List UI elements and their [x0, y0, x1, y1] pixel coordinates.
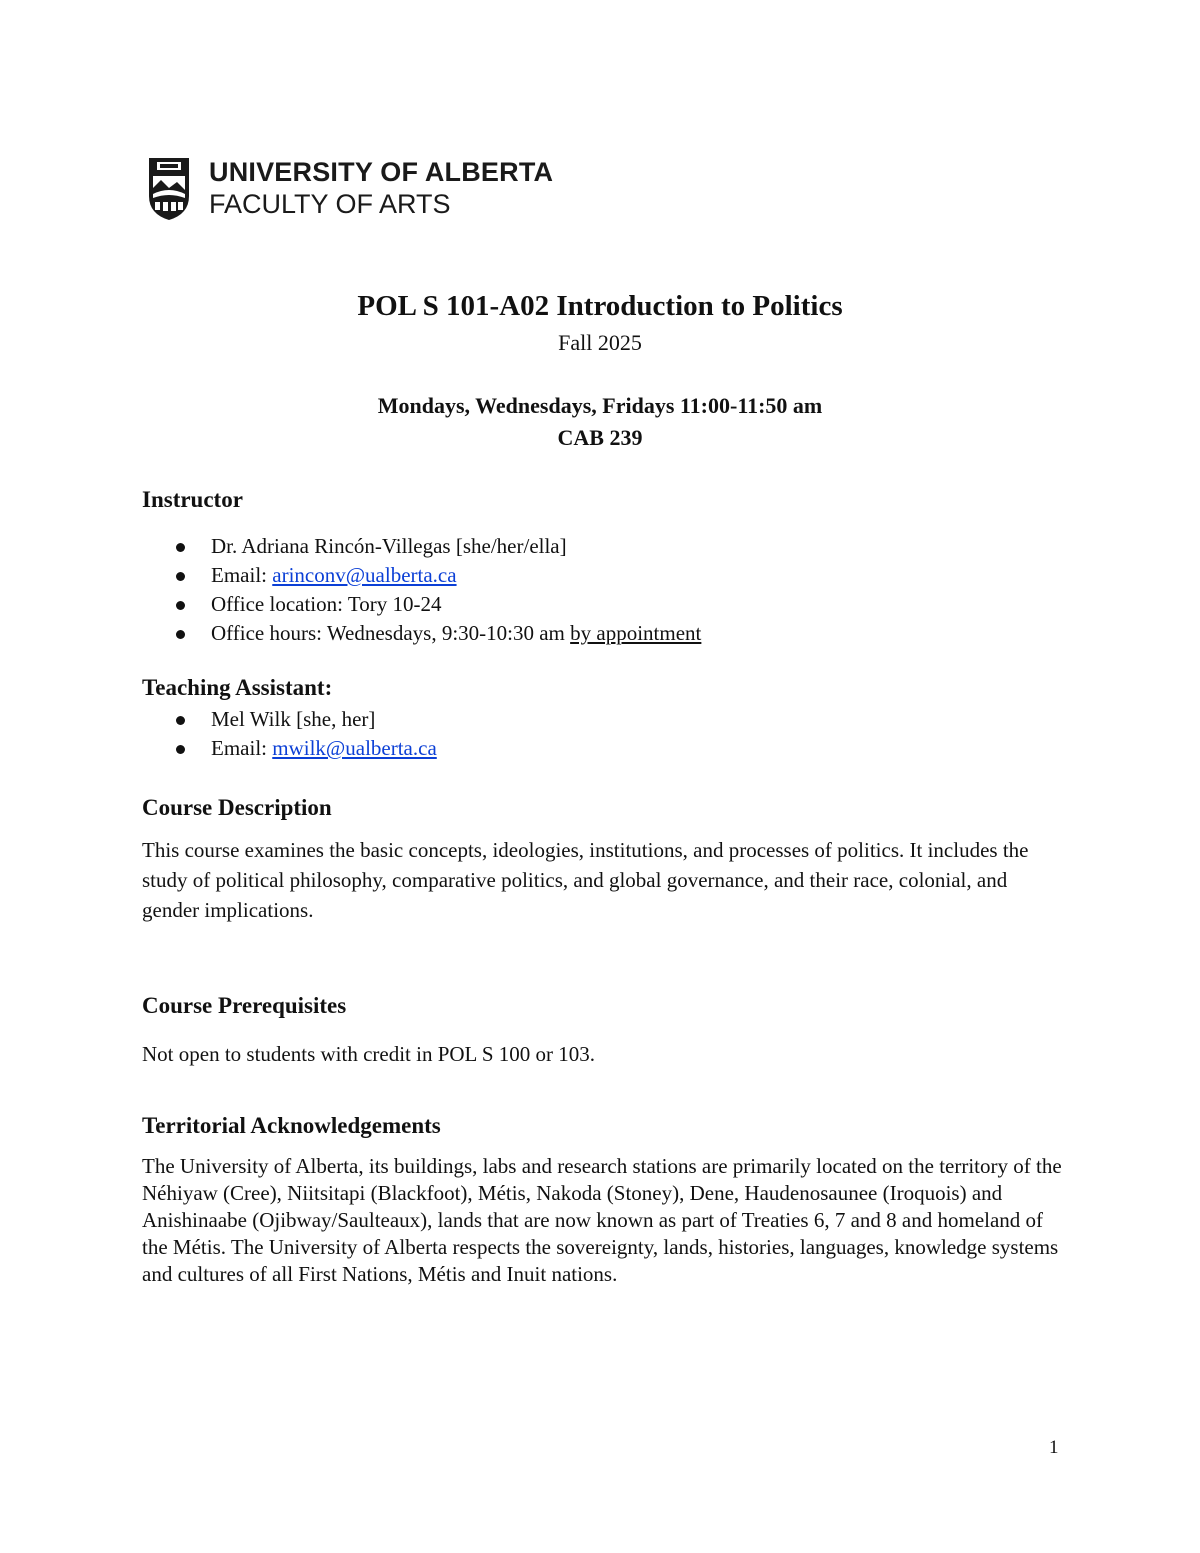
list-item [142, 619, 701, 648]
prerequisites-heading: Course Prerequisites [142, 993, 347, 1018]
prerequisites-text: Not open to students with credit in POL S 100 or 103. [142, 1042, 596, 1066]
bullet-icon [176, 745, 185, 754]
list-item [142, 734, 437, 763]
office-hours: Office hours: Wednesdays, 9:30-10:30 am [211, 621, 571, 645]
bullet-icon [176, 572, 185, 581]
description-heading: Course Description [142, 795, 332, 820]
instructor-heading: Instructor [142, 487, 243, 512]
course-schedule: Mondays, Wednesdays, Fridays 11:00-11:50 am [377, 393, 823, 418]
instructor-name: Dr. Adriana Rincón-Villegas [she/her/ella] [211, 534, 567, 558]
page-number: 1 [1049, 1437, 1059, 1458]
list-item [142, 561, 701, 590]
territorial-heading: Territorial Acknowledgements [142, 1113, 441, 1138]
logo-university-name: UNIVERSITY OF ALBERTA [209, 157, 554, 187]
instructor-email-link[interactable]: arinconv@ualberta.ca [272, 563, 457, 587]
ta-heading: Teaching Assistant: [142, 675, 333, 700]
appointment-link[interactable]: by appointment [570, 621, 702, 645]
bullet-icon [176, 543, 185, 552]
ta-email-link[interactable]: mwilk@ualberta.ca [272, 736, 437, 760]
crest-icon [147, 156, 191, 222]
course-term: Fall 2025 [558, 330, 642, 355]
office-location: Office location: Tory 10-24 [211, 592, 442, 616]
bullet-icon [176, 601, 185, 610]
ta-name: Mel Wilk [she, her] [211, 707, 376, 731]
university-logo [147, 156, 554, 222]
instructor-list [142, 532, 701, 648]
territorial-text: The University of Alberta, its buildings, labs and research stations are primarily located on the territory of the Néhiyaw (Cree), Niitsitapi (Blackfoot), Métis, Nakoda (Stoney), Dene, Haudenosaunee (Iroquois) and Anishinaabe (Ojibway/Saulteaux), lands that are now known as part of Treaties 6, 7 and 8 and homeland of the Métis. The University of Alberta respects the sovereignty, lands, histories, languages, knowledge systems and cultures of all First Nations, Métis and Inuit nations. [142, 1154, 1062, 1286]
logo-faculty-name: FACULTY OF ARTS [209, 189, 451, 219]
bullet-icon [176, 630, 185, 639]
course-title: POL S 101-A02 Introduction to Politics [357, 290, 843, 322]
logo-text [209, 156, 553, 220]
description-text: This course examines the basic concepts, ideologies, institutions, and processes of politics. It includes the study of political philosophy, comparative politics, and global governance, and their race, colonial, and gender implications. [142, 838, 1029, 922]
ta-list [142, 705, 437, 763]
ta-email-label: Email: [211, 736, 273, 760]
instructor-email-label: Email: [211, 563, 273, 587]
list-item [142, 590, 701, 619]
list-item [142, 532, 701, 561]
list-item [142, 705, 437, 734]
bullet-icon [176, 716, 185, 725]
course-room: CAB 239 [557, 425, 643, 450]
